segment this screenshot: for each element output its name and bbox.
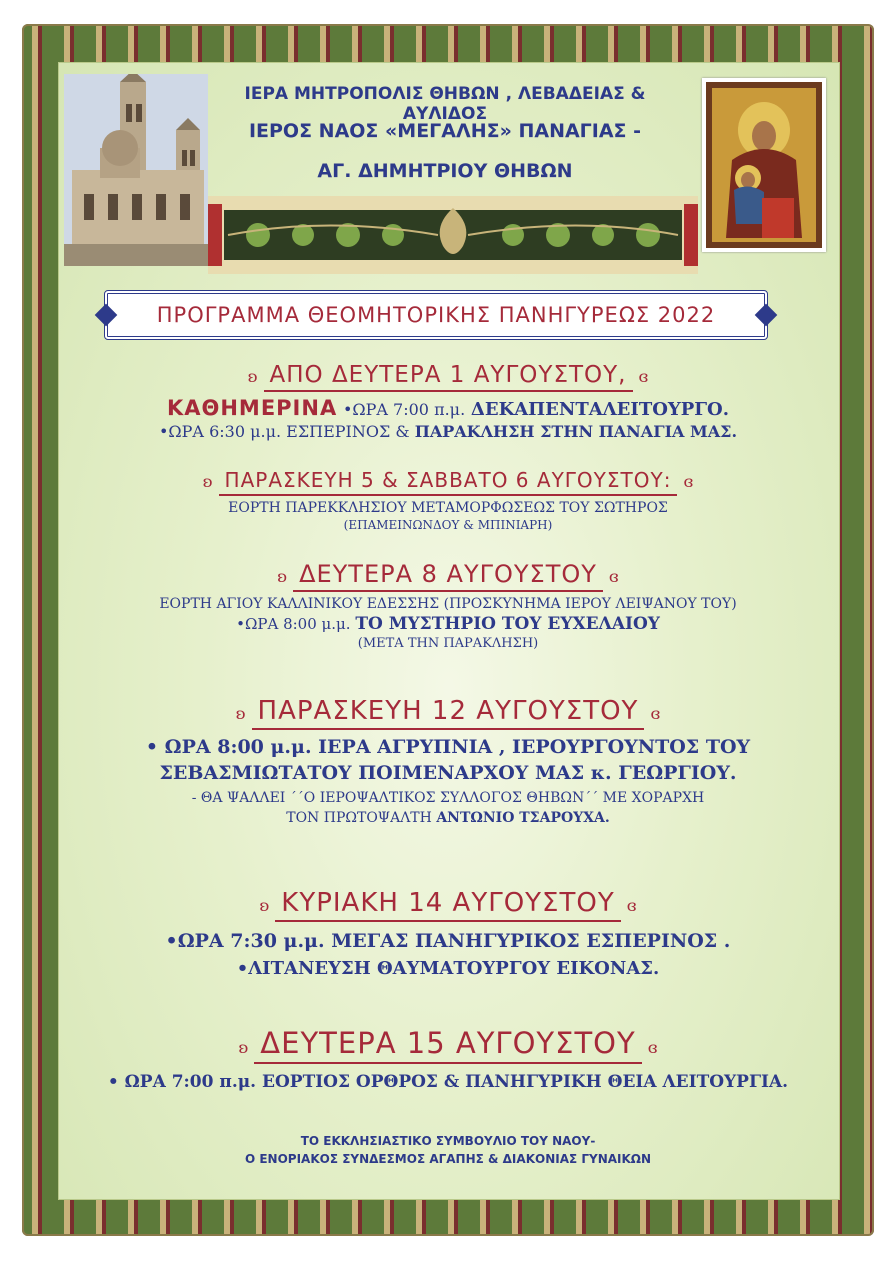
- footer-line-2: Ο ΕΝΟΡΙΑΚΟΣ ΣΥΝΔΕΣΜΟΣ ΑΓΑΠΗΣ & ΔΙΑΚΟΝΙΑΣ ΓΥΝΑΙΚΩΝ: [244, 1152, 652, 1166]
- cantor-name: ΑΝΤΩΝΙΟ ΤΣΑΡΟΥΧΑ.: [436, 810, 610, 826]
- ornamental-banner: [208, 196, 698, 274]
- event-text: •ΛΙΤΑΝΕΥΣΗ ΘΑΥΜΑΤΟΥΡΓΟΥ ΕΙΚΟΝΑΣ.: [236, 958, 660, 979]
- left-ornament: ʚ: [247, 367, 258, 386]
- section-aug-14: ʚ ΚΥΡΙΑΚΗ 14 ΑΥΓΟΥΣΤΟΥ ɞ •ΩΡΑ 7:30 μ.μ. ΜΕΓΑΣ ΠΑΝΗΓΥΡΙΚΟΣ ΕΣΠΕΡΙΝΟΣ . •ΛΙΤΑΝΕΥΣΗ ΘΑΥΜΑΤΟΥΡΓΟΥ ΕΙΚΟΝΑΣ.: [60, 888, 836, 979]
- section-heading: ΔΕΥΤΕΡΑ 15 ΑΥΓΟΥΣΤΟΥ: [254, 1026, 641, 1064]
- church-photo: [64, 74, 208, 266]
- time-text: •ΩΡΑ 8:00 μ.μ.: [236, 615, 351, 633]
- section-heading: ΠΑΡΑΣΚΕΥΗ 5 & ΣΑΒΒΑΤΟ 6 ΑΥΓΟΥΣΤΟΥ:: [219, 468, 678, 496]
- event-text: ΠΑΡΑΚΛΗΣΗ ΣΤΗΝ ΠΑΝΑΓΙΑ ΜΑΣ.: [414, 422, 738, 441]
- time-text: •ΩΡΑ 7:00 π.μ.: [342, 400, 466, 419]
- event-text: ΕΟΡΤΗ ΠΑΡΕΚΚΛΗΣΙΟΥ ΜΕΤΑΜΟΡΦΩΣΕΩΣ ΤΟΥ ΣΩΤΗΡΟΣ: [228, 500, 668, 516]
- section-aug-8: ʚ ΔΕΥΤΕΡΑ 8 ΑΥΓΟΥΣΤΟΥ ɞ ΕΟΡΤΗ ΑΓΙΟΥ ΚΑΛΛΙΝΙΚΟΥ ΕΔΕΣΣΗΣ (ΠΡΟΣΚΥΝΗΜΑ ΙΕΡΟΥ ΛΕΙΨΑΝΟΥ ΤΟΥ) •ΩΡΑ 8:00 μ.μ. ΤΟ ΜΥΣΤΗΡΙΟ ΤΟΥ ΕΥΧΕΛΑΙΟΥ (ΜΕΤΑ ΤΗΝ ΠΑΡΑΚΛΗΣΗ): [60, 560, 836, 651]
- section-heading: ΔΕΥΤΕΡΑ 8 ΑΥΓΟΥΣΤΟΥ: [293, 560, 603, 592]
- header-line-2: ΙΕΡΟΣ ΝΑΟΣ «ΜΕΓΑΛΗΣ» ΠΑΝΑΓΙΑΣ -: [248, 120, 642, 142]
- header-line-1: ΙΕΡΑ ΜΗΤΡΟΠΟΛΙΣ ΘΗΒΩΝ , ΛΕΒΑΔΕΙΑΣ & ΑΥΛΙΔΟΣ: [244, 84, 646, 124]
- event-note: ΤΟΝ ΠΡΩΤΟΨΑΛΤΗ: [286, 810, 432, 826]
- event-text: • ΩΡΑ 7:00 π.μ. ΕΟΡΤΙΟΣ ΟΡΘΡΟΣ & ΠΑΝΗΓΥΡΙΚΗ ΘΕΙΑ ΛΕΙΤΟΥΡΓΙΑ.: [107, 1072, 789, 1092]
- event-text: ΕΟΡΤΗ ΑΓΙΟΥ ΚΑΛΛΙΝΙΚΟΥ ΕΔΕΣΣΗΣ (ΠΡΟΣΚΥΝΗΜΑ ΙΕΡΟΥ ΛΕΙΨΑΝΟΥ ΤΟΥ): [159, 596, 737, 612]
- event-text: •ΩΡΑ 7:30 μ.μ. ΜΕΓΑΣ ΠΑΝΗΓΥΡΙΚΟΣ ΕΣΠΕΡΙΝΟΣ .: [165, 930, 731, 952]
- virgin-mary-icon: [702, 78, 826, 252]
- event-text: ΣΕΒΑΣΜΙΩΤΑΤΟΥ ΠΟΙΜΕΝΑΡΧΟΥ ΜΑΣ κ. ΓΕΩΡΓΙΟΥ.: [159, 762, 737, 784]
- time-text: •ΩΡΑ 6:30 μ.μ. ΕΣΠΕΡΙΝΟΣ &: [158, 422, 410, 441]
- right-ornament: ɞ: [638, 367, 649, 386]
- section-aug-15: ʚ ΔΕΥΤΕΡΑ 15 ΑΥΓΟΥΣΤΟΥ ɞ • ΩΡΑ 7:00 π.μ. ΕΟΡΤΙΟΣ ΟΡΘΡΟΣ & ΠΑΝΗΓΥΡΙΚΗ ΘΕΙΑ ΛΕΙΤΟΥΡΓΙΑ.: [60, 1026, 836, 1092]
- event-note: (ΕΠΑΜΕΙΝΩΝΔΟΥ & ΜΠΙΝΙΑΡΗ): [343, 518, 553, 532]
- header-line-3: ΑΓ. ΔΗΜΗΤΡΙΟΥ ΘΗΒΩΝ: [317, 160, 573, 182]
- section-aug-1: [60, 362, 836, 441]
- program-title: ΠΡΟΓΡΑΜΜΑ ΘΕΟΜΗΤΟΡΙΚΗΣ ΠΑΝΗΓΥΡΕΩΣ 2022: [104, 290, 768, 340]
- section-heading: ΠΑΡΑΣΚΕΥΗ 12 ΑΥΓΟΥΣΤΟΥ: [252, 696, 645, 730]
- event-note: (ΜΕΤΑ ΤΗΝ ΠΑΡΑΚΛΗΣΗ): [357, 636, 539, 651]
- event-note: - ΘΑ ΨΑΛΛΕΙ ΄΄Ο ΙΕΡΟΨΑΛΤΙΚΟΣ ΣΥΛΛΟΓΟΣ ΘΗΒΩΝ΄΄ ΜΕ ΧΟΡΑΡΧΗ: [191, 790, 705, 806]
- footer-line-1: ΤΟ ΕΚΚΛΗΣΙΑΣΤΙΚΟ ΣΥΜΒΟΥΛΙΟ ΤΟΥ ΝΑΟΥ-: [300, 1134, 596, 1148]
- section-heading: ΚΥΡΙΑΚΗ 14 ΑΥΓΟΥΣΤΟΥ: [275, 888, 620, 922]
- section-heading: ΑΠΟ ΔΕΥΤΕΡΑ 1 ΑΥΓΟΥΣΤΟΥ,: [264, 362, 633, 392]
- daily-label: ΚΑΘΗΜΕΡΙΝΑ: [166, 396, 338, 420]
- event-text: ΤΟ ΜΥΣΤΗΡΙΟ ΤΟΥ ΕΥΧΕΛΑΙΟΥ: [355, 614, 660, 634]
- event-text: • ΩΡΑ 8:00 μ.μ. ΙΕΡΑ ΑΓΡΥΠΝΙΑ , ΙΕΡΟΥΡΓΟΥΝΤΟΣ ΤΟΥ: [145, 736, 751, 758]
- event-text: ΔΕΚΑΠΕΝΤΑΛΕΙΤΟΥΡΓΟ.: [470, 399, 730, 420]
- section-aug-5-6: ʚ ΠΑΡΑΣΚΕΥΗ 5 & ΣΑΒΒΑΤΟ 6 ΑΥΓΟΥΣΤΟΥ: ɞ ΕΟΡΤΗ ΠΑΡΕΚΚΛΗΣΙΟΥ ΜΕΤΑΜΟΡΦΩΣΕΩΣ ΤΟΥ ΣΩΤΗΡΟΣ (ΕΠΑΜΕΙΝΩΝΔΟΥ & ΜΠΙΝΙΑΡΗ): [60, 468, 836, 532]
- section-aug-12: ʚ ΠΑΡΑΣΚΕΥΗ 12 ΑΥΓΟΥΣΤΟΥ ɞ • ΩΡΑ 8:00 μ.μ. ΙΕΡΑ ΑΓΡΥΠΝΙΑ , ΙΕΡΟΥΡΓΟΥΝΤΟΣ ΤΟΥ ΣΕΒΑΣΜΙΩΤΑΤΟΥ ΠΟΙΜΕΝΑΡΧΟΥ ΜΑΣ κ. ΓΕΩΡΓΙΟΥ. - ΘΑ ΨΑΛΛΕΙ ΄΄Ο ΙΕΡΟΨΑΛΤΙΚΟΣ ΣΥΛΛΟΓΟΣ ΘΗΒΩΝ΄΄ ΜΕ ΧΟΡΑΡΧΗ ΤΟΝ ΠΡΩΤΟΨΑΛΤΗ ΑΝΤΩΝΙΟ ΤΣΑΡΟΥΧΑ.: [60, 696, 836, 826]
